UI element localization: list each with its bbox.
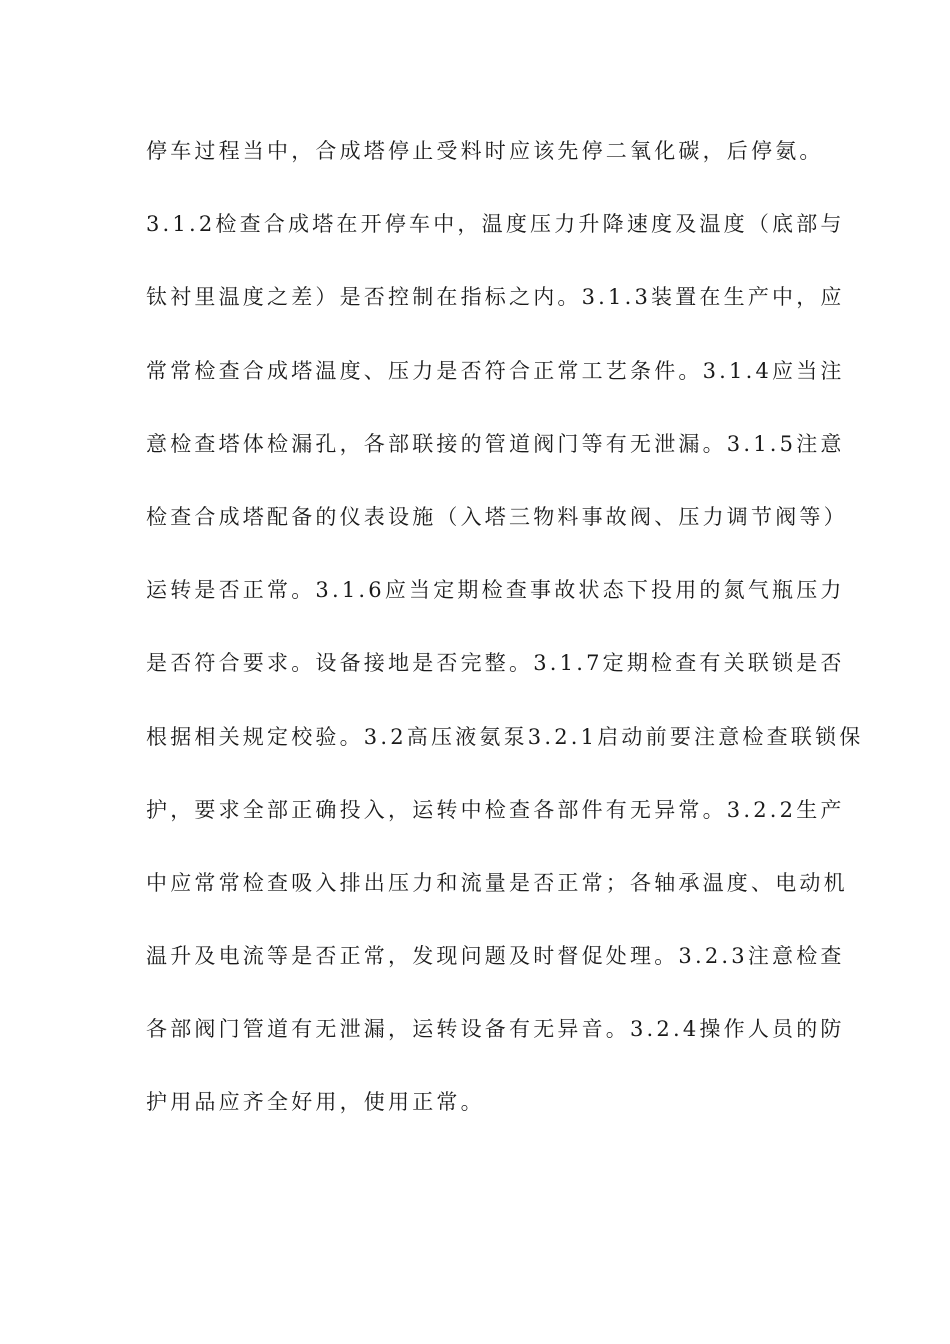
text-line: 护用品应齐全好用，使用正常。 (146, 1090, 485, 1115)
text-line: 停车过程当中，合成塔停止受料时应该先停二氧化碳，后停氨。 (146, 139, 824, 163)
text-line: 是否符合要求。设备接地是否完整。3.1.7定期检查有关联锁是否 (146, 651, 845, 676)
text-line: 根据相关规定校验。3.2高压液氨泵3.2.1启动前要注意检查联锁保 (146, 724, 864, 749)
text-line: 温升及电流等是否正常，发现问题及时督促处理。3.2.3注意检查 (146, 944, 845, 969)
text-line: 3.1.2检查合成塔在开停车中，温度压力升降速度及温度（底部与 (146, 212, 845, 237)
text-line: 中应常常检查吸入排出压力和流量是否正常；各轴承温度、电动机 (146, 870, 848, 895)
body-text (146, 131, 864, 1156)
text-line: 护，要求全部正确投入，运转中检查各部件有无异常。3.2.2生产 (146, 797, 845, 822)
text-line: 常常检查合成塔温度、压力是否符合正常工艺条件。3.1.4应当注 (146, 358, 845, 383)
text-line: 意检查塔体检漏孔，各部联接的管道阀门等有无泄漏。3.1.5注意 (146, 431, 845, 456)
text-line: 运转是否正常。3.1.6应当定期检查事故状态下投用的氮气瓶压力 (146, 578, 845, 603)
text-line: 检查合成塔配备的仪表设施（入塔三物料事故阀、压力调节阀等） (146, 504, 848, 529)
text-line: 各部阀门管道有无泄漏，运转设备有无异音。3.2.4操作人员的防 (146, 1017, 845, 1042)
text-line: 钛衬里温度之差）是否控制在指标之内。3.1.3装置在生产中，应 (146, 285, 845, 310)
